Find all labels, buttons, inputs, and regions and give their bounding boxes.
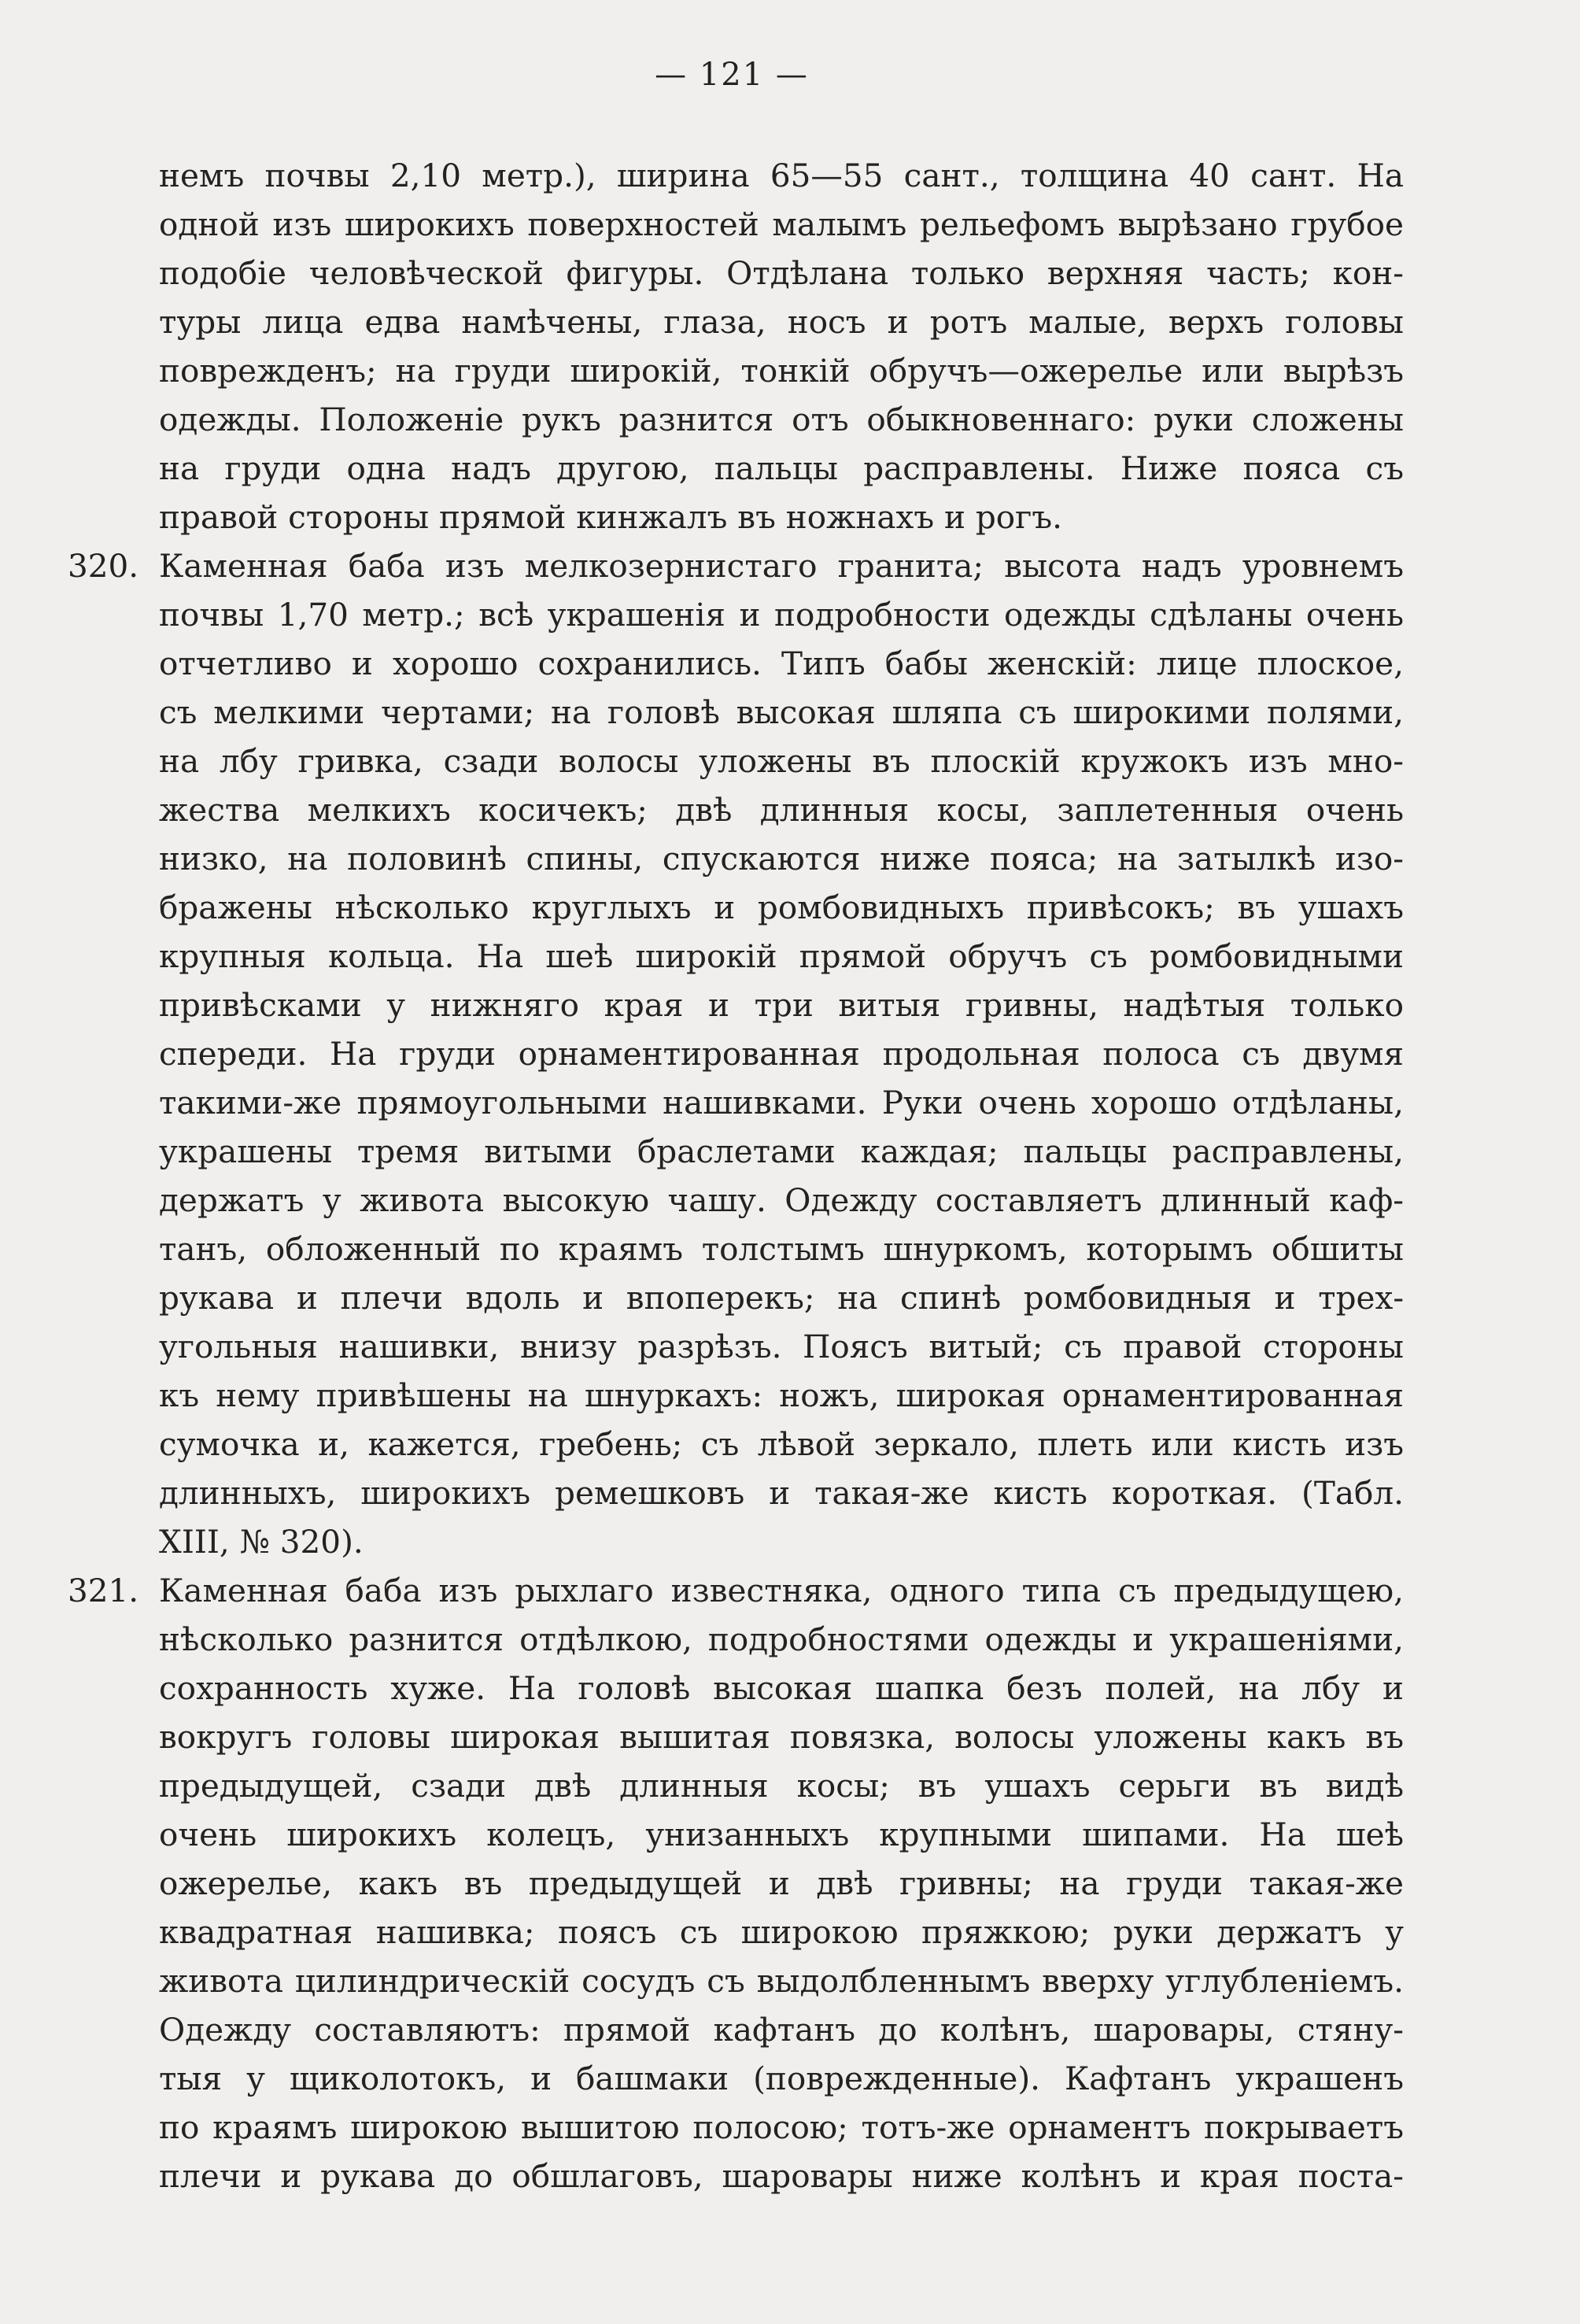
text-line: рукава и плечи вдоль и впоперекъ; на спинѣ ромбовидныя и трех- xyxy=(159,1279,1404,1317)
entry-number: 320. xyxy=(68,547,139,585)
text-line: очень широкихъ колецъ, унизанныхъ крупными шипами. На шеѣ xyxy=(159,1816,1404,1853)
text-line: танъ, обложенный по краямъ толстымъ шнуркомъ, которымъ обшиты xyxy=(159,1230,1404,1268)
text-line: на лбу гривка, сзади волосы уложены въ плоскій кружокъ изъ мно- xyxy=(159,742,1404,780)
text-line: на груди одна надъ другою, пальцы расправлены. Ниже пояса съ xyxy=(159,449,1404,487)
text-line: предыдущей, сзади двѣ длинныя косы; въ ушахъ серьги въ видѣ xyxy=(159,1767,1404,1805)
text-line: отчетливо и хорошо сохранились. Типъ бабы женскій: лице плоское, xyxy=(159,645,1404,682)
text-line: сохранность хуже. На головѣ высокая шапка безъ полей, на лбу и xyxy=(159,1669,1404,1707)
text-line: съ мелкими чертами; на головѣ высокая шляпа съ широкими полями, xyxy=(159,693,1404,731)
text-line: украшены тремя витыми браслетами каждая; пальцы расправлены, xyxy=(159,1132,1404,1170)
text-line: почвы 1,70 метр.; всѣ украшенія и подробности одежды сдѣланы очень xyxy=(159,596,1404,634)
text-line: Каменная баба изъ рыхлаго известняка, одного типа съ предыдущею, xyxy=(159,1572,1404,1609)
text-line: XIII, № 320). xyxy=(159,1523,364,1561)
text-line: живота цилиндрическій сосудъ съ выдолбленнымъ вверху углубленіемъ. xyxy=(159,1962,1404,2000)
text-line: немъ почвы 2,10 метр.), ширина 65—55 сант., толщина 40 сант. На xyxy=(159,157,1404,194)
text-line: бражены нѣсколько круглыхъ и ромбовидныхъ привѣсокъ; въ ушахъ xyxy=(159,889,1404,926)
text-line: подобіе человѣческой фигуры. Отдѣлана только верхняя часть; кон- xyxy=(159,254,1404,292)
text-line: одежды. Положеніе рукъ разнится отъ обыкновеннаго: руки сложены xyxy=(159,401,1404,438)
text-line: тыя у щиколотокъ, и башмаки (поврежденные). Кафтанъ украшенъ xyxy=(159,2060,1404,2097)
text-line: жества мелкихъ косичекъ; двѣ длинныя косы, заплетенныя очень xyxy=(159,791,1404,829)
text-line: туры лица едва намѣчены, глаза, носъ и ротъ малые, верхъ головы xyxy=(159,303,1404,341)
page-number: — 121 — xyxy=(655,57,809,93)
text-line: низко, на половинѣ спины, спускаются ниже пояса; на затылкѣ изо- xyxy=(159,840,1404,878)
text-line: нѣсколько разнится отдѣлкою, подробностями одежды и украшеніями, xyxy=(159,1620,1404,1658)
text-line: вокругъ головы широкая вышитая повязка, волосы уложены какъ въ xyxy=(159,1718,1404,1756)
entry-number: 321. xyxy=(68,1572,139,1609)
text-line: сумочка и, кажется, гребень; съ лѣвой зеркало, плеть или кисть изъ xyxy=(159,1425,1404,1463)
text-line: одной изъ широкихъ поверхностей малымъ рельефомъ вырѣзано грубое xyxy=(159,205,1404,243)
text-line: держатъ у живота высокую чашу. Одежду составляетъ длинный каф- xyxy=(159,1181,1404,1219)
text-line: такими-же прямоугольными нашивками. Руки очень хорошо отдѣланы, xyxy=(159,1084,1404,1121)
text-line: длинныхъ, широкихъ ремешковъ и такая-же кисть короткая. (Табл. xyxy=(159,1474,1404,1512)
text-line: привѣсками у нижняго края и три витыя гривны, надѣтыя только xyxy=(159,986,1404,1024)
text-line: поврежденъ; на груди широкій, тонкій обручъ—ожерелье или вырѣзъ xyxy=(159,352,1404,390)
text-line: ожерелье, какъ въ предыдущей и двѣ гривны; на груди такая-же xyxy=(159,1864,1404,1902)
text-line: Одежду составляютъ: прямой кафтанъ до колѣнъ, шаровары, стяну- xyxy=(159,2011,1404,2049)
text-line: спереди. На груди орнаментированная продольная полоса съ двумя xyxy=(159,1035,1404,1073)
text-line: угольныя нашивки, внизу разрѣзъ. Поясъ витый; съ правой стороны xyxy=(159,1328,1404,1365)
text-line: Каменная баба изъ мелкозернистаго гранита; высота надъ уровнемъ xyxy=(159,547,1404,585)
text-line: квадратная нашивка; поясъ съ широкою пряжкою; руки держатъ у xyxy=(159,1913,1404,1951)
text-line: къ нему привѣшены на шнуркахъ: ножъ, широкая орнаментированная xyxy=(159,1376,1404,1414)
text-line: по краямъ широкою вышитою полосою; тотъ-же орнаментъ покрываетъ xyxy=(159,2108,1404,2146)
text-line: плечи и рукава до обшлаговъ, шаровары ниже колѣнъ и края поста- xyxy=(159,2157,1404,2195)
text-line: крупныя кольца. На шеѣ широкій прямой обручъ съ ромбовидными xyxy=(159,937,1404,975)
text-line: правой стороны прямой кинжалъ въ ножнахъ и рогъ. xyxy=(159,498,1063,536)
